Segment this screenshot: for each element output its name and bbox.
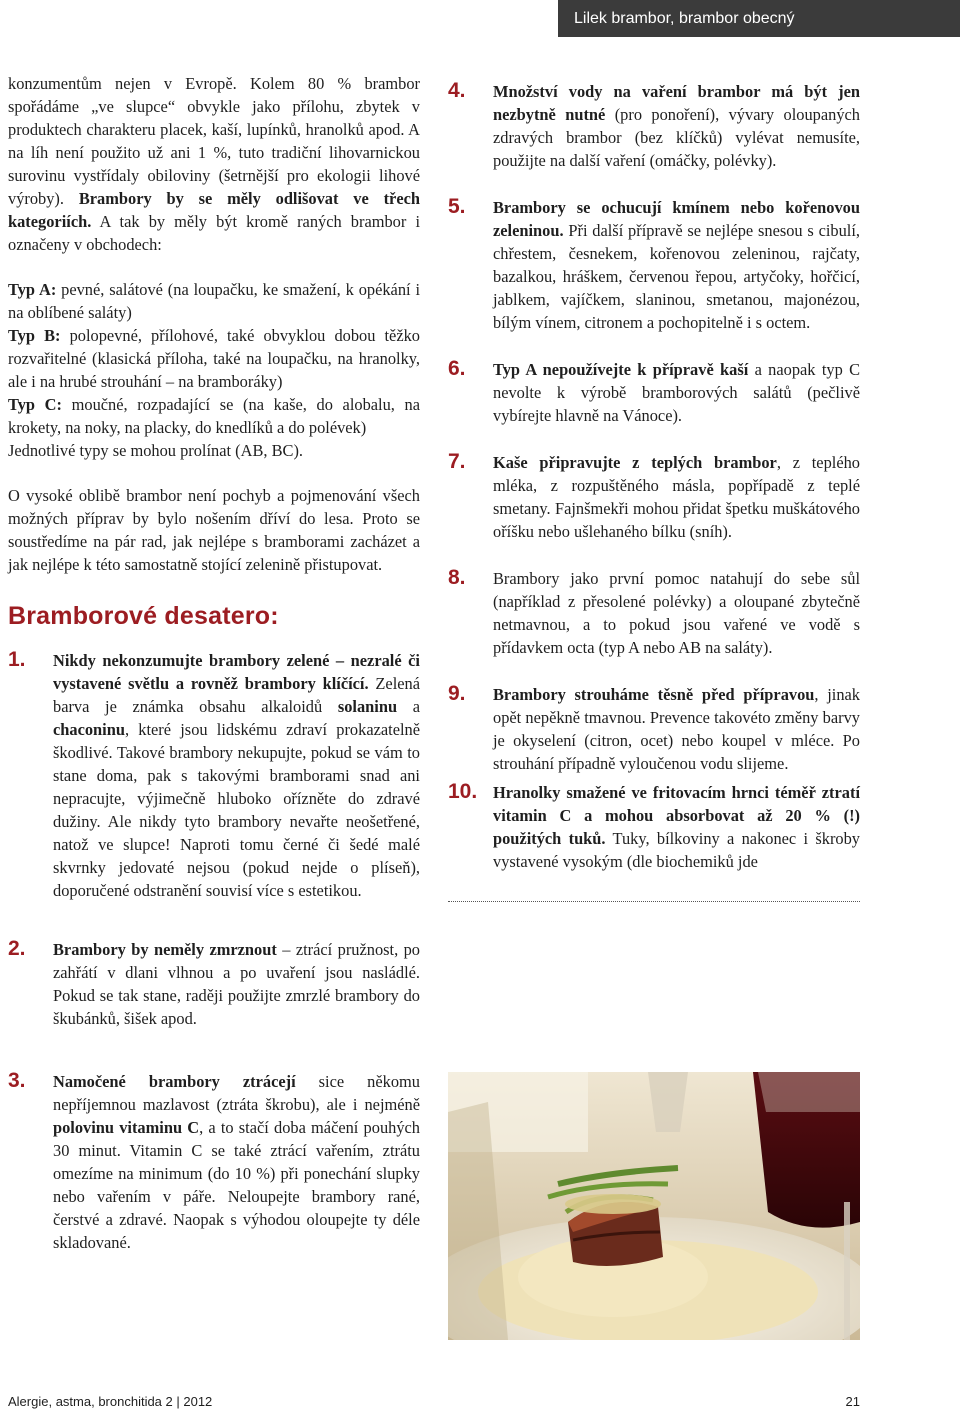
list-item	[448, 781, 860, 873]
intro-text-2: A tak by měly být kromě raných brambor i označeny v obchodech:	[8, 212, 420, 254]
item-number: 7.	[448, 450, 466, 473]
item-text: Brambory jako první pomoc natahují do sebe sůl (například z přesolené polévky) a oloupané zbytečně netmavnou, a to pokud jsou vařené ve vodě s přídavkem octa (typ A nebo AB na saláty).	[493, 569, 860, 657]
item-text: Namočené brambory ztrácejí sice někomu nepříjemnou mazlavost (ztráta škrobu), ale i nejméně polovinu vitaminu C, a to stačí doba máčení pouhých 30 minut. Vitamin C se také ztrácí vařením, ztrátu omezíme na minimum (do 10 %) při ponechání slupky nebo vařením v páře. Neloupejte brambory rané, čerstvé a zdravé. Naopak s výhodou oloupejte ty déle skladované.	[53, 1072, 420, 1252]
item-number: 9.	[448, 682, 466, 705]
item-text: Množství vody na vaření brambor má být jen nezbytně nutné (pro ponoření), vývary oloupaných zdravých brambor (bez klíčků) vylévat nemusíte, použijte na další vaření (omáčky, polévky).	[493, 82, 860, 170]
list-item	[448, 80, 860, 172]
item-number: 2.	[8, 937, 26, 960]
item-text: Brambory se ochucují kmínem nebo kořenovou zeleninou. Při další přípravě se nejlépe snesou s cibulí, chřestem, česnekem, kořenovou zeleninou, rajčaty, bazalkou, hráškem, červenou řepou, artyčoky, hořčicí, jablkem, vajíčkem, slaninou, smetanou, majonézou, bílým vínem, citronem a pochopitelně i s octem.	[493, 198, 860, 332]
intro-text: konzumentům nejen v Evropě. Kolem 80 % brambor spořádáme „ve slupce“ obvykle jako přílohu, zbytek v produktech charakteru placek, kaší, lupínků, hranolků apod. A na líh není použito už ani 1 %, tuto tradiční lihovarnickou surovinu vystřídaly obiloviny (šetrnější pro ekologii lihové výroby).	[8, 74, 420, 208]
left-column	[8, 72, 420, 1254]
item-number: 8.	[448, 566, 466, 589]
item-text: Typ A nepoužívejte k přípravě kaší a naopak typ C nevolte k výrobě bramborových salátů (pečlivě vybírejte hlavně na Vánoce).	[493, 360, 861, 425]
type-b-text: polopevné, přílohové, také obvyklou dobou těžko rozvařitelné (klasická příloha, také na loupačku, na hranolky, ale i na hrubé strouhání – na bramboráky)	[8, 326, 421, 391]
item-number: 10.	[448, 780, 478, 803]
type-c	[8, 395, 420, 437]
list-item	[448, 451, 860, 543]
list-item	[8, 1070, 420, 1254]
food-photo	[448, 1072, 860, 1340]
type-b-label: Typ B:	[8, 326, 61, 345]
item-text: Nikdy nekonzumujte brambory zelené – nezralé či vystavené světlu a rovněž brambory klíčící. Zelená barva je známka obsahu alkaloidů solaninu a chaconinu, které jsou lidskému zdraví prokazatelně škodlivé. Takové brambory nekupujte, pokud se vám to stane doma, pak s takovými bramborami snad ani nepracujte, výjimečně hluboko ořízněte do zdravé dužiny. Ale nikdy tyto brambory nevařte neošetřené, natož ve slupce! Naproti tomu černé či šedé malé skvrnky jedovaté nejsou (pokud nejde o plíseň), doporučené odstranění souvisí více s estetikou.	[53, 651, 420, 900]
list-item	[448, 683, 860, 775]
type-a-label: Typ A:	[8, 280, 57, 299]
section-title: Bramborové desatero:	[8, 602, 279, 630]
dotted-divider	[448, 901, 860, 902]
right-column	[448, 80, 860, 902]
type-a-text: pevné, salátové (na loupačku, ke smažení, k opékání i na oblíbené saláty)	[8, 280, 420, 322]
list-item	[8, 938, 420, 1030]
list-item	[8, 649, 420, 902]
intro-bold: Brambory by se měly odlišovat ve třech kategoriích.	[8, 189, 420, 231]
type-c-label: Typ C:	[8, 395, 62, 414]
type-a	[8, 280, 420, 322]
item-text: Hranolky smažené ve fritovacím hrnci téměř ztratí vitamin C a mohou absorbovat až 20 % (!) použitých tuků. Tuky, bílkoviny a nakonec i škroby vystavené vysokým (dle biochemiků jde	[493, 783, 860, 871]
list-item	[448, 196, 860, 334]
item-text: Brambory strouháme těsně před přípravou, jinak opět nepěkně tmavnou. Prevence takovéto změny barvy je okyselení (citron, ocet) nebo koupel v mléce. Po strouhání případně vyloučenou vodu slijeme.	[493, 685, 860, 773]
list-item	[448, 567, 860, 659]
intro-paragraph	[8, 72, 420, 256]
page-number: 21	[845, 1394, 860, 1409]
running-header-title: Lilek brambor, brambor obecný	[574, 10, 795, 27]
item-number: 4.	[448, 79, 466, 102]
item-number: 3.	[8, 1069, 26, 1092]
item-number: 1.	[8, 648, 26, 671]
footer-journal: Alergie, astma, bronchitida 2 | 2012	[8, 1394, 213, 1409]
item-text: Brambory by neměly zmrznout – ztrácí pružnost, po zahřátí v dlani vlhnou a po uvaření jsou nasládlé. Pokud se tak stane, raději použijte zmrzlé brambory do škubánků, šišek apod.	[53, 940, 420, 1028]
running-header	[558, 0, 960, 37]
item-text: Kaše připravujte z teplých brambor, z teplého mléka, z rozpuštěného másla, popřípadě z teplé smetany. Fajnšmekři mohou přidat špetku muškátového oříšku nebo ušlehaného bílku (sníh).	[493, 453, 860, 541]
food-photo-illustration	[448, 1072, 860, 1340]
types-note: Jednotlivé typy se mohou prolínat (AB, BC).	[8, 441, 304, 460]
type-c-text: moučné, rozpadající se (na kaše, do alobalu, na krokety, na noky, na placky, do knedlíků a do polévek)	[8, 395, 421, 437]
potato-types	[8, 278, 420, 462]
item-number: 5.	[448, 195, 466, 218]
list-item	[448, 358, 860, 427]
item-number: 6.	[448, 357, 466, 380]
type-b	[8, 326, 420, 391]
paragraph-2: O vysoké oblibě brambor není pochyb a pojmenování všech možných příprav by bylo nošením dříví do lesa. Proto se soustředíme na pár rad, jak nejlépe s bramborami zacházet a jak nejlépe k této samostatně stojící zelenině přistupovat.	[8, 486, 420, 574]
